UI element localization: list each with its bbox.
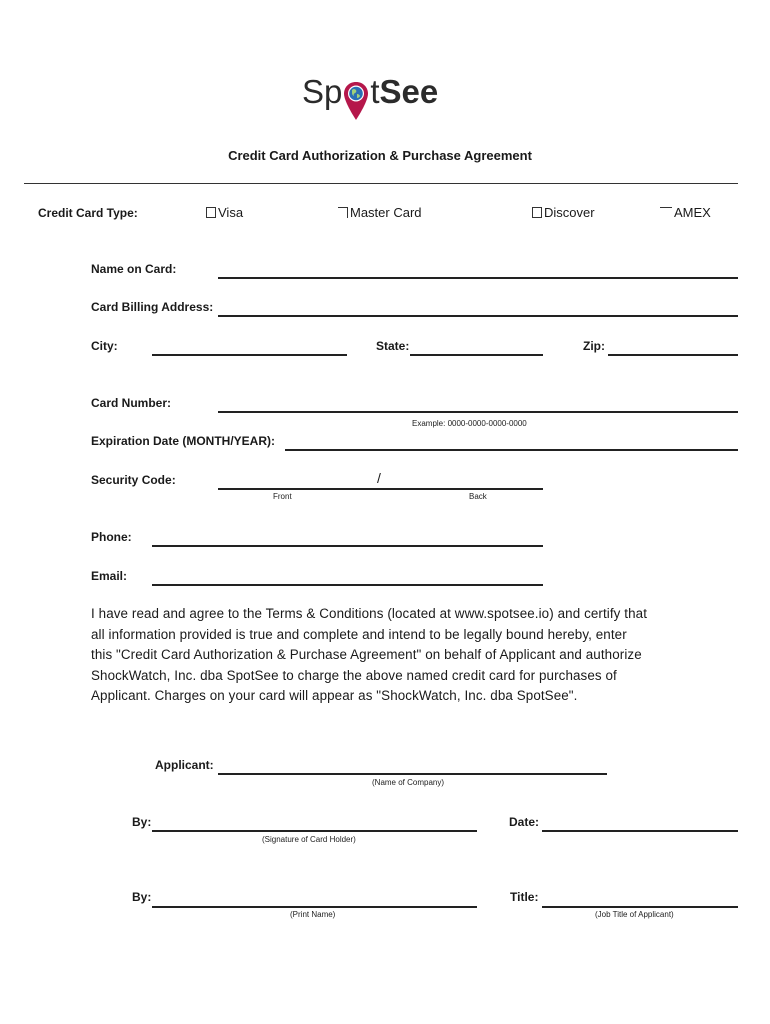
checkbox-icon [206,207,216,218]
logo-text-see: See [379,73,439,110]
zip-field[interactable] [608,354,738,356]
phone-field[interactable] [152,545,543,547]
card-number-field[interactable] [218,411,738,413]
logo-text-sp: Sp [302,73,343,110]
email-field[interactable] [152,584,543,586]
credit-card-type-label: Credit Card Type: [38,206,138,220]
security-code-field[interactable] [218,488,543,490]
checkbox-icon [338,207,348,218]
job-title-hint: (Job Title of Applicant) [595,910,674,919]
security-code-slash: / [377,470,381,486]
spotsee-logo [302,68,438,108]
mastercard-label: Master Card [350,205,422,220]
title-label: Title: [510,890,539,904]
billing-address-label: Card Billing Address: [91,300,214,314]
agreement-line: I have read and agree to the Terms & Conditions (located at www.spotsee.io) and certify that [91,606,648,621]
city-field[interactable] [152,354,347,356]
print-name-hint: (Print Name) [290,910,336,919]
checkbox-icon [660,207,672,218]
date-label: Date: [509,815,540,829]
mastercard-checkbox[interactable] [338,205,422,220]
security-front-label: Front [273,492,292,501]
phone-label: Phone: [91,530,132,544]
map-pin-globe-icon [343,81,369,121]
signature-hint: (Signature of Card Holder) [262,835,356,844]
print-name-field[interactable] [152,906,477,908]
agreement-paragraph [91,604,691,707]
expiration-field[interactable] [285,449,738,451]
logo-text-t: t [370,73,380,110]
title-divider [24,183,738,184]
visa-checkbox[interactable] [206,205,243,220]
agreement-line: this "Credit Card Authorization & Purchase Agreement" on behalf of Applicant and authorize [91,647,642,662]
date-field[interactable] [542,830,738,832]
card-number-label: Card Number: [91,396,172,410]
amex-checkbox[interactable] [660,205,711,220]
billing-address-field[interactable] [218,315,738,317]
by-print-label: By: [132,890,152,904]
state-label: State: [376,339,410,353]
applicant-field[interactable] [218,773,607,775]
discover-label: Discover [544,205,595,220]
signature-field[interactable] [152,830,477,832]
card-number-example: Example: 0000-0000-0000-0000 [412,419,527,428]
by-signature-label: By: [132,815,152,829]
expiration-label: Expiration Date (MONTH/YEAR): [91,434,276,448]
agreement-line: Applicant. Charges on your card will appear as "ShockWatch, Inc. dba SpotSee". [91,688,578,703]
applicant-label: Applicant: [155,758,214,772]
job-title-field[interactable] [542,906,738,908]
name-on-card-label: Name on Card: [91,262,177,276]
email-label: Email: [91,569,128,583]
agreement-line: ShockWatch, Inc. dba SpotSee to charge the above named credit card for purchases of [91,667,617,683]
agreement-line: all information provided is true and complete and intend to be legally bound hereby, enter [91,626,627,642]
name-on-card-field[interactable] [218,277,738,279]
security-code-label: Security Code: [91,473,176,487]
checkbox-icon [532,207,542,218]
name-of-company-hint: (Name of Company) [372,778,445,787]
zip-label: Zip: [583,339,605,353]
security-back-label: Back [469,492,487,501]
page-title: Credit Card Authorization & Purchase Agreement [228,148,532,163]
state-field[interactable] [410,354,543,356]
visa-label: Visa [218,205,244,220]
city-label: City: [91,339,118,353]
amex-label: AMEX [674,205,711,220]
discover-checkbox[interactable] [532,205,595,220]
